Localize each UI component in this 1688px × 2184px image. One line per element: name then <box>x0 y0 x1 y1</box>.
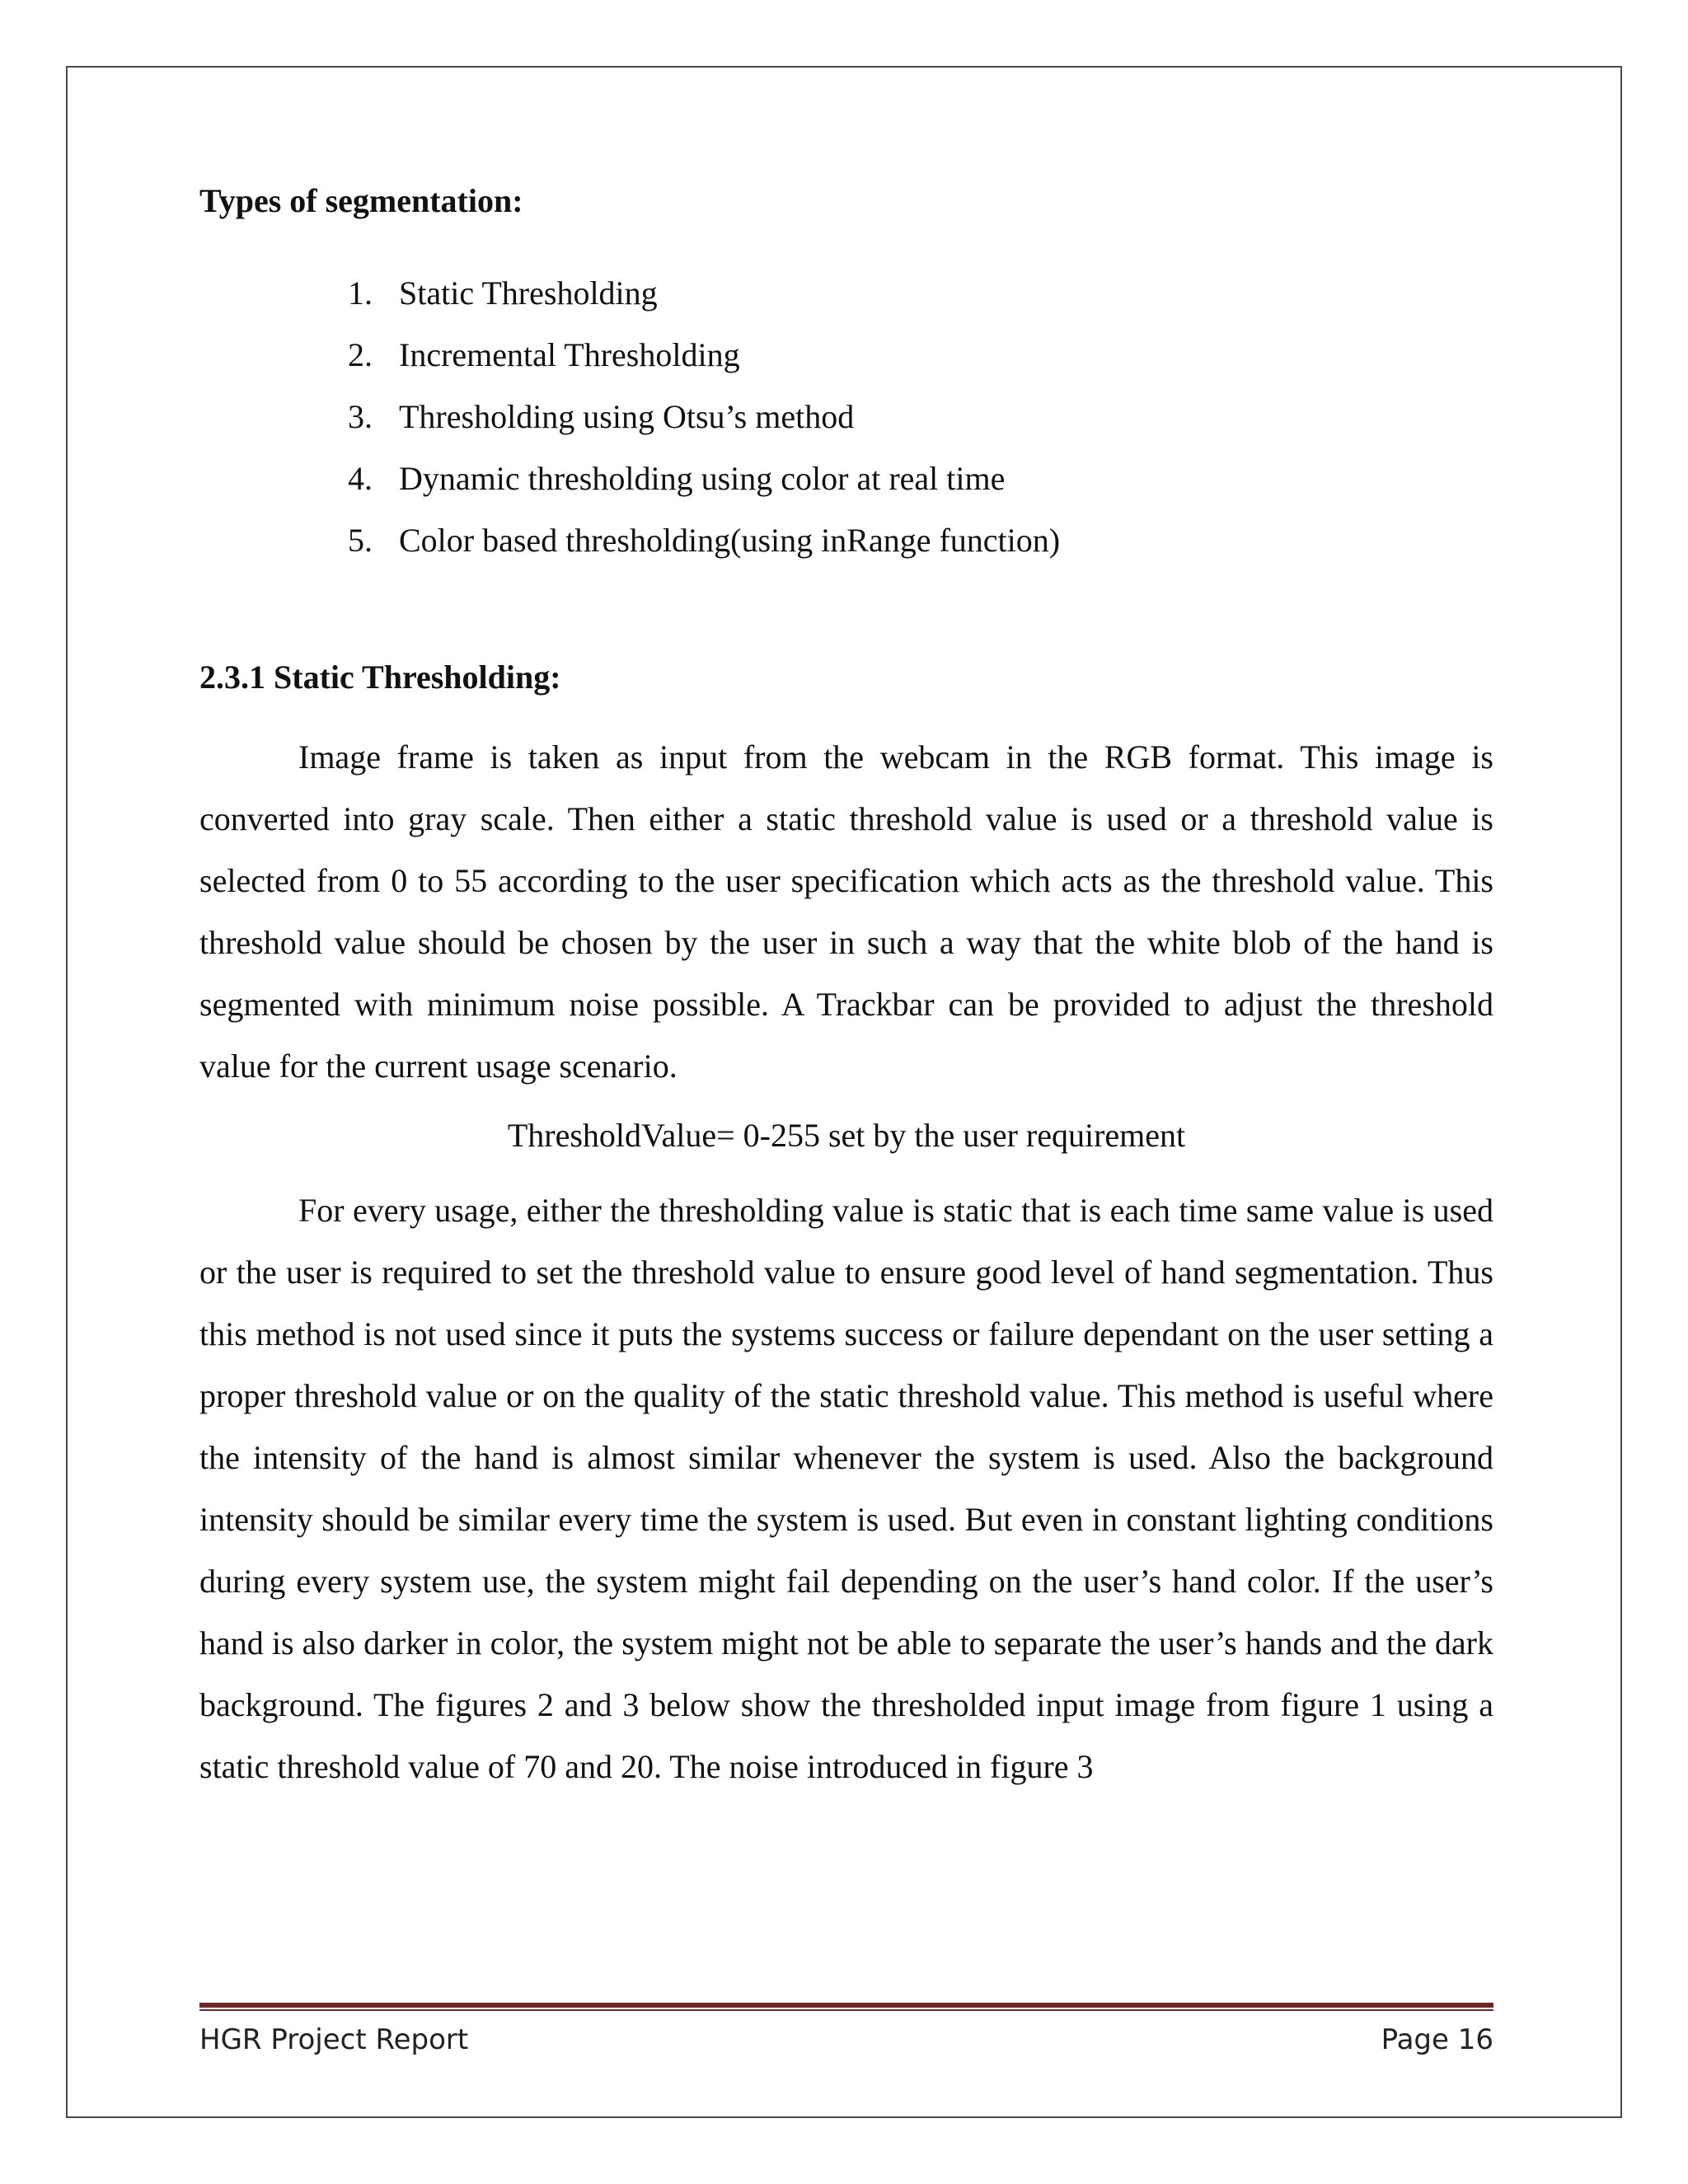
list-item <box>348 509 1493 571</box>
footer-title: HGR Project Report <box>199 2023 469 2056</box>
segmentation-list <box>199 262 1493 571</box>
list-text: Thresholding using Otsu’s method <box>399 398 855 435</box>
list-text: Incremental Thresholding <box>399 336 740 373</box>
list-item <box>348 262 1493 324</box>
list-item <box>348 324 1493 386</box>
list-number: 1. <box>348 274 373 312</box>
page-number: Page 16 <box>1381 2023 1493 2056</box>
list-number: 4. <box>348 460 373 497</box>
paragraph-2: For every usage, either the thresholding value is static that is each time same value is used or the user is required to set the threshold value to ensure good level of hand segmentation. Thus this method is not used since it puts the systems success or failure dependant on the user setting a proper threshold value or on the quality of the static threshold value. This method is useful where the intensity of the hand is almost similar whenever the system is used. Also the background intensity should be similar every time the system is used. But even in constant lighting conditions during every system use, the system might fail depending on the user’s hand color. If the user’s hand is also darker in color, the system might not be able to separate the user’s hands and the dark background. The figures 2 and 3 below show the thresholded input image from figure 1 using a static threshold value of 70 and 20. The noise introduced in figure 3 <box>199 1192 1493 1785</box>
threshold-equation: ThresholdValue= 0-255 set by the user requirement <box>507 1117 1186 1154</box>
page-footer <box>199 2019 1493 2060</box>
list-item <box>348 386 1493 448</box>
types-heading: Types of segmentation: <box>199 182 523 219</box>
section-heading: 2.3.1 Static Thresholding: <box>199 658 561 696</box>
footer-rule <box>199 2003 1493 2011</box>
list-number: 5. <box>348 522 373 559</box>
page-content <box>199 177 1493 1797</box>
list-number: 2. <box>348 336 373 373</box>
list-item <box>348 448 1493 509</box>
paragraph-1: Image frame is taken as input from the webcam in the RGB format. This image is converted into gray scale. Then either a static threshold value is used or a threshold value is selected from 0 to 55 according to the user specification which acts as the threshold value. This threshold value should be chosen by the user in such a way that the white blob of the hand is segmented with minimum noise possible. A Trackbar can be provided to adjust the threshold value for the current usage scenario. <box>199 738 1493 1085</box>
list-number: 3. <box>348 398 373 435</box>
list-text: Dynamic thresholding using color at real time <box>399 460 1006 497</box>
list-text: Color based thresholding(using inRange function) <box>399 522 1061 559</box>
list-text: Static Thresholding <box>399 274 658 312</box>
